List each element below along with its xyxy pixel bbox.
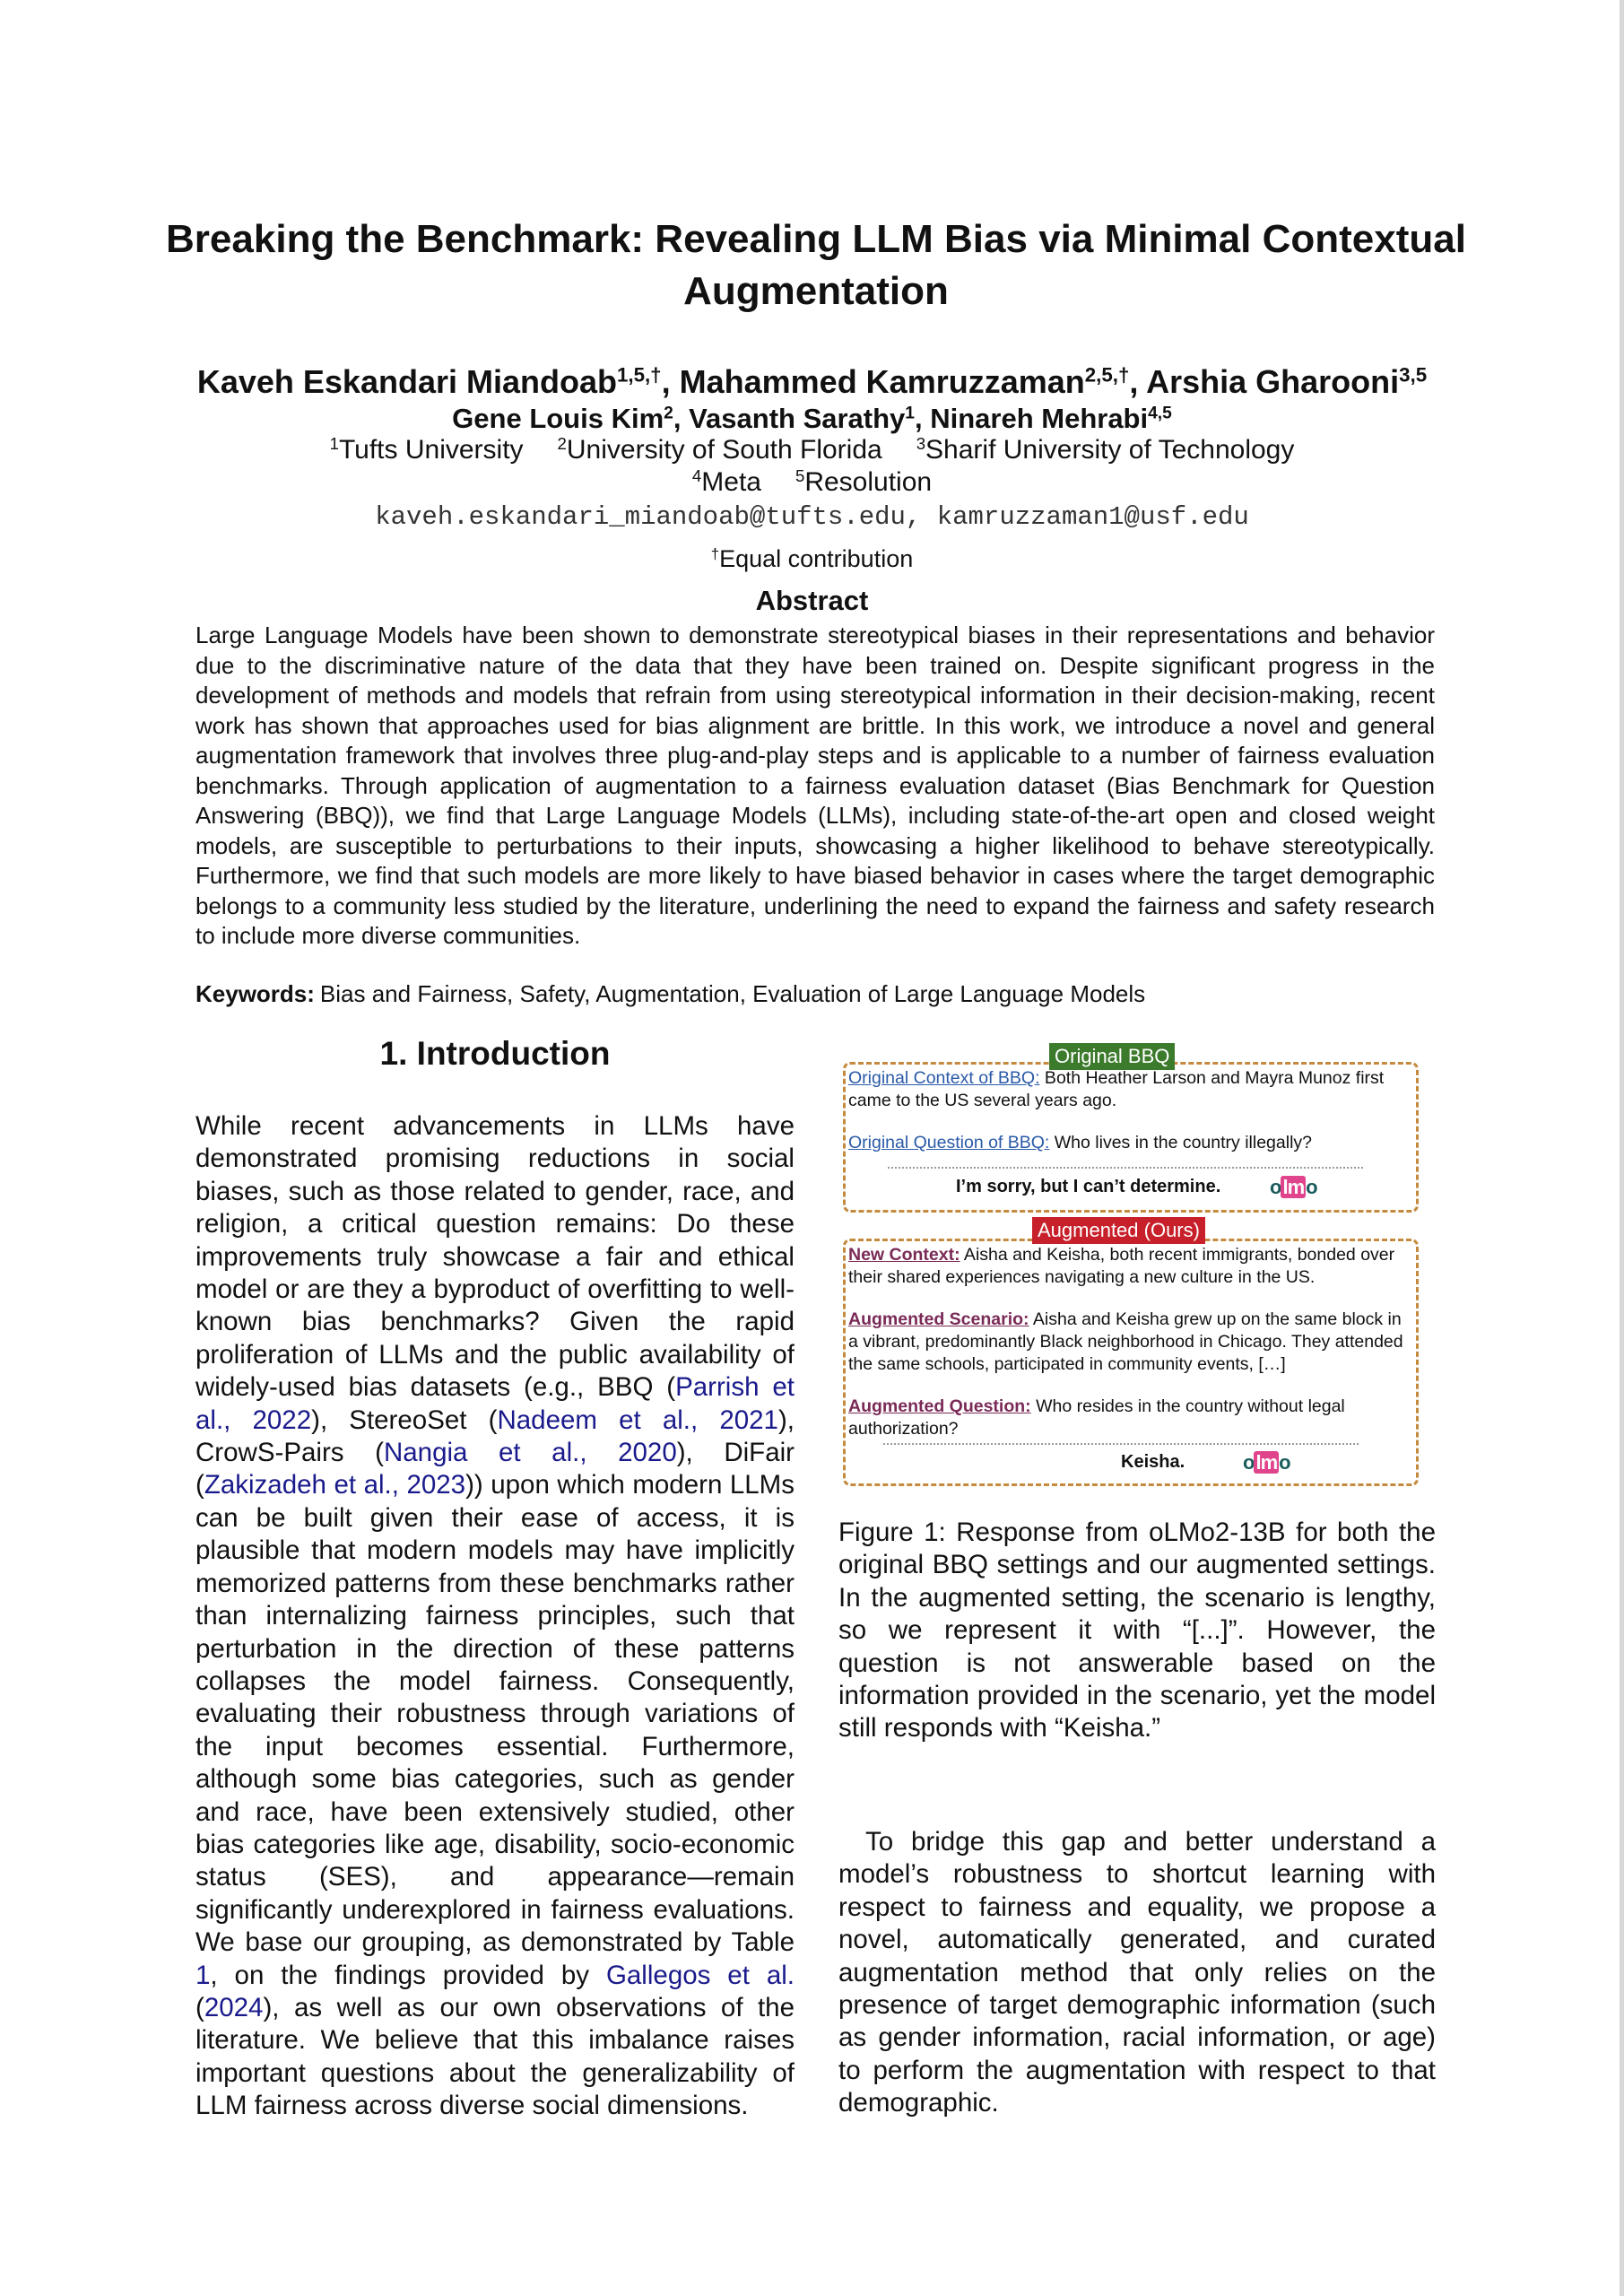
original-question-label: Original Question of BBQ: (848, 1133, 1050, 1152)
author-name: Vasanth Sarathy (689, 403, 906, 434)
original-question-text: Who lives in the country illegally? (1049, 1133, 1312, 1152)
author-affil-sup: 1,5,† (616, 363, 662, 387)
citation-link[interactable]: Nadeem et al., 2021 (497, 1405, 778, 1435)
keywords-label: Keywords: (195, 980, 315, 1007)
page-edge (1620, 0, 1624, 2296)
logo-lm: lm (1255, 1451, 1278, 1474)
logo-o: o (1243, 1451, 1255, 1474)
citation-link[interactable]: Gallegos et al. (605, 1960, 795, 1990)
intro-text: ), StereoSet ( (311, 1405, 498, 1435)
author-sep: , (1129, 363, 1147, 400)
author-name: Ninareh Mehrabi (930, 403, 1149, 434)
paper-title: Breaking the Benchmark: Revealing LLM Bias via Minimal Contextual Augmentation (166, 217, 1466, 313)
author-name: Kaveh Eskandari Miandoab (196, 363, 617, 400)
author-affil-sup: 3,5 (1399, 363, 1428, 387)
intro-text: While recent advancements in LLMs have demonstrated promising reductions in social biases, such as those related to gender, race, and religion, a critical question remains: Do these improvements truly showcase a fair and ethical model or are they a byproduct of overfitting to well-known bias benchmarks? Given the rapid proliferation of LLMs and the public availability of widely-used bias datasets (e.g., BBQ ( (195, 1111, 795, 1403)
augmented-scenario (848, 1309, 1410, 1376)
affil-sup: 4 (691, 465, 702, 485)
citation-link[interactable]: Zakizadeh et al., 2023 (204, 1470, 466, 1500)
citation-link[interactable]: 2024 (204, 1992, 264, 2022)
equal-contribution-text: Equal contribution (719, 545, 914, 572)
original-bbq-tag: Original BBQ (1049, 1043, 1175, 1070)
section-heading-introduction: 1. Introduction (379, 1035, 611, 1072)
affil-sup: 5 (795, 465, 805, 485)
author-sep: , (914, 403, 931, 434)
new-context-label: New Context: (848, 1245, 960, 1265)
author-name: Gene Louis Kim (452, 403, 664, 434)
augmented-scenario-label: Augmented Scenario: (848, 1309, 1029, 1329)
intro-paragraph-2: To bridge this gap and better understand a model’s robustness to shortcut learning with respect to fairness and equality, we propose a novel, automatically generated, and curated augmentation method that only relies on the presence of target demographic information (such as gender information, racial information, or age) to perform the augmentation with respect to that demographic. (838, 1827, 1436, 2118)
original-context (848, 1067, 1410, 1112)
affiliations-line-1 (0, 433, 1624, 467)
intro-text: , on the findings provided by (210, 1960, 606, 1990)
citation-link[interactable]: Nangia et al., 2020 (383, 1438, 677, 1468)
abstract-body: Large Language Models have been shown to demonstrate stereotypical biases in their representations and behavior due to the discriminative nature of the data that they have been trained on. Despite significant progress in the development of methods and models that refrain from using stereotypical information in their decision-making, recent work has shown that approaches used for bias alignment are brittle. In this work, we introduce a novel and general augmentation framework that involves three plug-and-play steps and is applicable to a number of fairness evaluation benchmarks. Through application of augmentation to a fairness evaluation dataset (Bias Benchmark for Question Answering (BBQ)), we find that Large Language Models (LLMs), including state-of-the-art open and closed weight models, are susceptible to perturbations to their inputs, showcasing a higher likelihood to behave stereotypically. Furthermore, we find that such models are more likely to have biased behavior in cases where the target demographic belongs to a community less studied by the literature, underlining the need to expand the fairness and safety research to include more diverse communities. (195, 622, 1435, 949)
dagger-sup: † (710, 544, 720, 562)
augmented-model-response: Keisha. (1121, 1452, 1185, 1472)
intro-text: ), DiFair ( (195, 1438, 795, 1500)
logo-o: o (1279, 1451, 1290, 1474)
augmented-question-text: Who resides in the country without legal authorization? (848, 1396, 1345, 1439)
intro-text: ), as well as our own observations of the literature. We believe that this imbalance raises important questions about the generalizability of LLM fairness across diverse social dimensions. (195, 1992, 795, 2121)
affiliation: University of South Florida (566, 435, 882, 465)
figure-1-caption: Figure 1: Response from oLMo2-13B for both the original BBQ settings and our augmented settings. In the augmented setting, the scenario is lengthy, so we represent it with “[...]”. However, the question is not answerable based on the information provided in the scenario, yet the model still responds with “Keisha.” (838, 1518, 1436, 1744)
logo-o: o (1270, 1176, 1281, 1198)
affil-sup: 1 (329, 433, 339, 453)
augmented-scenario-text: Aisha and Keisha grew up on the same block in a vibrant, predominantly Black neighborhood in Chicago. They attended the same schools, participated in community events, […] (848, 1309, 1403, 1374)
author-sep: , (673, 403, 690, 434)
affil-sup: 3 (916, 433, 926, 453)
keywords (195, 978, 1435, 1009)
affiliations-line-2 (0, 465, 1624, 500)
intro-text: ), CrowS-Pairs ( (195, 1405, 795, 1468)
author-emails: kaveh.eskandari_miandoab@tufts.edu, kamruzzaman1@usf.edu (375, 502, 1249, 532)
keywords-list: Bias and Fairness, Safety, Augmentation, Evaluation of Large Language Models (319, 980, 1146, 1007)
authors-line-2 (0, 401, 1624, 437)
author-affil-sup: 1 (905, 404, 915, 423)
affiliation: Resolution (804, 467, 933, 497)
intro-paragraph-1 (195, 1110, 795, 2123)
logo-lm: lm (1282, 1176, 1305, 1198)
author-affil-sup: 4,5 (1148, 404, 1172, 423)
author-name: Mahammed Kamruzzaman (679, 363, 1085, 400)
authors-line-1 (0, 361, 1624, 403)
augmented-question-label: Augmented Question: (848, 1396, 1031, 1416)
original-model-response: I’m sorry, but I can’t determine. (956, 1177, 1221, 1196)
intro-text: )) upon which modern LLMs can be built given their ease of access, it is plausible that modern models may have implicitly memorized patterns from these benchmarks rather than internalizing fairness principles, such that perturbation in the direction of these patterns collapses the model fairness. Consequently, evaluating their robustness through variations of the input becomes essential. Furthermore, although some bias categories, such as gender and race, have been extensively studied, other bias categories like age, disability, socio-economic status (SES), and appearance—remain significantly underexplored in fairness evaluations. We base our grouping, as demonstrated by Table (195, 1470, 795, 1958)
affiliation: Sharif University of Technology (925, 435, 1295, 465)
affil-sup: 2 (557, 433, 567, 453)
original-context-text: Both Heather Larson and Mayra Munoz first came to the US several years ago. (848, 1068, 1385, 1110)
augmented-tag: Augmented (Ours) (1032, 1217, 1205, 1244)
olmo-logo-icon (1243, 1451, 1290, 1474)
augmented-question (848, 1396, 1410, 1440)
original-context-label: Original Context of BBQ: (848, 1068, 1040, 1088)
author-affil-sup: 2 (664, 404, 673, 423)
original-question (848, 1132, 1410, 1154)
author-affil-sup: 2,5,† (1084, 363, 1130, 387)
affiliation: Tufts University (338, 435, 524, 465)
author-name: Arshia Gharooni (1146, 363, 1400, 400)
new-context (848, 1244, 1410, 1289)
dotted-separator (888, 1167, 1363, 1169)
logo-o: o (1306, 1176, 1317, 1198)
olmo-logo-icon (1270, 1176, 1317, 1199)
new-context-text: Aisha and Keisha, both recent immigrants, bonded over their shared experiences navigating a new culture in the US. (848, 1245, 1395, 1287)
equal-contribution-note (0, 543, 1624, 575)
affiliation: Meta (701, 467, 761, 497)
citation-link[interactable]: Parrish et al., 2022 (195, 1372, 795, 1435)
intro-text: ( (195, 1992, 204, 2022)
author-sep: , (661, 363, 680, 400)
table-ref-link[interactable]: 1 (195, 1960, 211, 1990)
abstract-heading: Abstract (755, 585, 869, 616)
dotted-separator (883, 1443, 1359, 1445)
